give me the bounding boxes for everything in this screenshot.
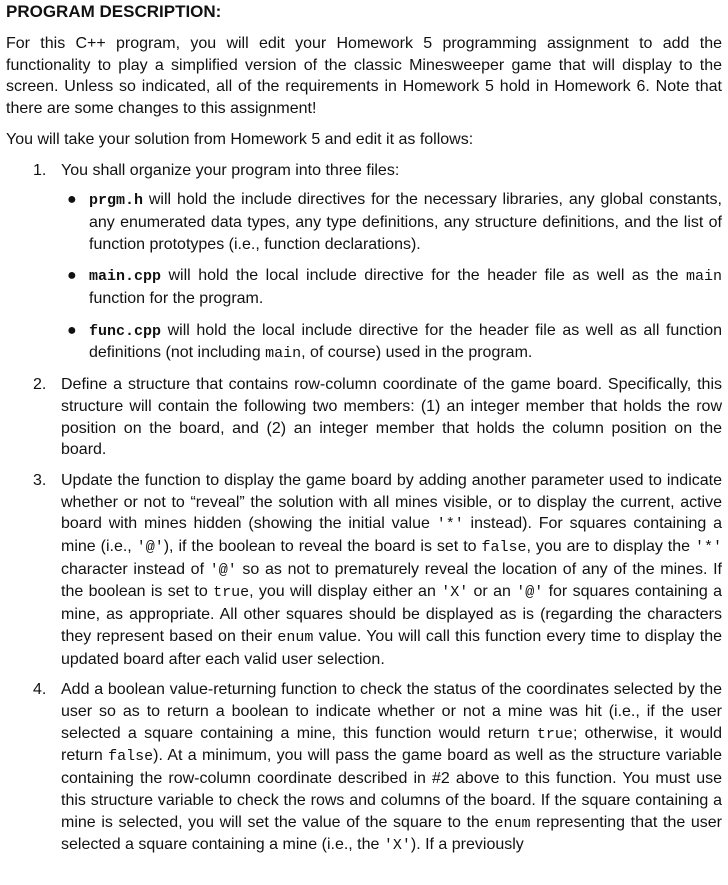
item-text: value. You will call this function every time to display the updated board after each valid user selection. <box>61 627 722 668</box>
file-desc: function for the program. <box>89 290 264 308</box>
code-term: main <box>265 345 302 363</box>
item-number: 4. <box>33 681 47 699</box>
code-term: '@' <box>516 584 544 602</box>
bullet-icon: ● <box>67 267 77 285</box>
item-text: ). If a previously <box>410 836 524 854</box>
file-list <box>61 189 722 365</box>
requirement-item-4 <box>6 679 722 857</box>
file-name: prgm.h <box>89 192 144 210</box>
file-desc: , of course) used in the program. <box>301 344 533 362</box>
code-term: 'X' <box>441 584 469 602</box>
intro-paragraph: For this C++ program, you will edit your Homework 5 programming assignment to add the functionality to play a simplified version of the classic Minesweeper game that will display to the screen. Unless so indicated, all of the requirements in Homework 5 hold in Homework 6. Note that there are some changes to this assignment! <box>6 35 722 118</box>
bullet-icon: ● <box>67 321 77 339</box>
item-number: 1. <box>33 161 47 179</box>
item-text: , you are to display the <box>526 538 695 556</box>
code-term: true <box>213 584 250 602</box>
item-number: 2. <box>33 376 47 394</box>
code-term: '@' <box>209 561 237 579</box>
item-text: or an <box>468 583 517 601</box>
bullet-icon: ● <box>67 191 77 209</box>
item-text: instead). For squares containing a mine (i.e., <box>61 515 723 556</box>
file-desc: will hold the include directives for the necessary libraries, any global constants, any enumerated data types, any type definitions, any structure definitions, and the list of function prototypes (i.e., function declarations). <box>89 191 722 253</box>
code-term: main <box>685 268 722 286</box>
item-text: character instead of <box>61 560 210 578</box>
code-term: '*' <box>695 539 723 557</box>
requirement-item-1 <box>6 160 722 366</box>
item-text: so as not to prematurely reveal the location of any of the mines. If the boolean is set to <box>61 560 723 601</box>
file-item-main-cpp <box>61 265 722 309</box>
requirements-list <box>6 160 722 857</box>
item-text: for squares containing a mine, as appropriate. All other squares should be displayed as is (regarding the characters they represent based on their <box>61 583 723 645</box>
item-text: ). At a minimum, you will pass the game board as well as the structure variable containing the row-column coordinate described in #2 above to this function. You must use this structure variable to check the rows and columns of the board. If the square containing a mine is selected, you will set the value of the square to the <box>61 747 723 831</box>
item-text: ), if the boolean to reveal the board is set to <box>163 538 482 556</box>
requirement-item-3 <box>6 470 722 670</box>
file-desc: will hold the local include directive for the header file as well as all function definitions (not including <box>89 321 722 362</box>
file-name: func.cpp <box>89 322 162 340</box>
requirement-item-2 <box>6 374 722 461</box>
file-item-prgm-h <box>61 189 722 255</box>
item-text: Define a structure that contains row-column coordinate of the game board. Specifically, this structure will contain the following two members: (1) an integer member that holds the row position on the board, and (2) an integer member that holds the column position on the board. <box>61 376 722 459</box>
item-text: , you will display either an <box>249 583 442 601</box>
code-term: false <box>108 748 154 766</box>
file-item-func-cpp <box>61 320 722 365</box>
code-term: enum <box>277 628 314 646</box>
item-number: 3. <box>33 471 47 489</box>
item-text: Add a boolean value-returning function to check the status of the coordinates selected by the user so as to return a boolean to indicate whether or not a mine was hit (i.e., if the user selected a square containing a mine, this function would return <box>61 681 722 742</box>
code-term: '*' <box>436 516 464 534</box>
item-text: representing that the user selected a square containing a mine (i.e., the <box>61 813 722 854</box>
file-desc: will hold the local include directive for the header file as well as the <box>161 267 686 285</box>
code-term: false <box>481 539 527 557</box>
page-heading: PROGRAM DESCRIPTION: <box>6 2 222 21</box>
file-name: main.cpp <box>89 268 162 286</box>
item-text: ; otherwise, it would return <box>61 724 723 765</box>
code-term: enum <box>494 814 531 832</box>
code-term: true <box>536 725 573 743</box>
item-text: You shall organize your program into three files: <box>61 161 400 179</box>
code-term: '@' <box>136 539 164 557</box>
code-term: 'X' <box>383 837 411 855</box>
item-text: Update the function to display the game board by adding another parameter used to indicate whether or not to “reveal” the solution with all mines visible, or to display the current, active board with mines hidden (showing the initial value <box>61 471 722 533</box>
lead-paragraph: You will take your solution from Homework 5 and edit it as follows: <box>6 130 474 148</box>
